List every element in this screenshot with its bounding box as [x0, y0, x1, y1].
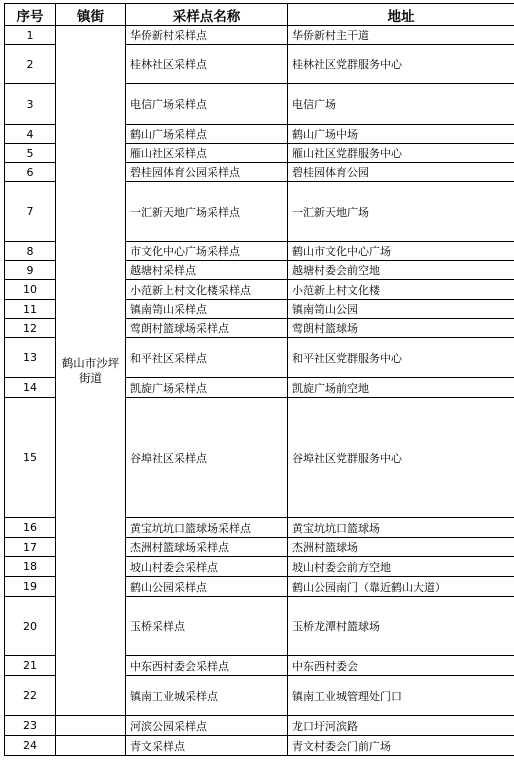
address-cell[interactable]: 越塘村委会前空地	[288, 261, 514, 280]
address-cell[interactable]: 凯旋广场前空地	[288, 378, 514, 398]
row-number-cell[interactable]: 8	[5, 242, 56, 261]
row-number-cell[interactable]: 6	[5, 163, 56, 182]
address-cell[interactable]: 中东西村委会	[288, 656, 514, 676]
address-cell[interactable]: 青文村委会门前广场	[288, 736, 514, 756]
site-name-cell[interactable]: 市文化中心广场采样点	[126, 242, 288, 261]
site-name-cell[interactable]: 雁山社区采样点	[126, 144, 288, 163]
site-name-cell[interactable]: 华侨新村采样点	[126, 26, 288, 45]
site-name-cell[interactable]: 鹤山公园采样点	[126, 577, 288, 597]
site-name-cell[interactable]: 一汇新天地广场采样点	[126, 182, 288, 242]
site-name-cell[interactable]: 谷埠社区采样点	[126, 398, 288, 518]
row-number-cell[interactable]: 10	[5, 280, 56, 300]
site-name-cell[interactable]: 莺朗村篮球场采样点	[126, 319, 288, 338]
site-name-cell[interactable]: 杰洲村篮球场采样点	[126, 538, 288, 557]
site-name-cell[interactable]: 和平社区采样点	[126, 338, 288, 378]
row-number-cell[interactable]: 22	[5, 676, 56, 716]
row-number-cell[interactable]: 18	[5, 557, 56, 577]
site-name-cell[interactable]: 凯旋广场采样点	[126, 378, 288, 398]
address-cell[interactable]: 黄宝坑坑口篮球场	[288, 518, 514, 538]
row-number-cell[interactable]: 11	[5, 300, 56, 319]
header-row	[5, 4, 514, 26]
site-name-cell[interactable]: 越塘村采样点	[126, 261, 288, 280]
address-cell[interactable]: 和平社区党群服务中心	[288, 338, 514, 378]
row-number-cell[interactable]: 7	[5, 182, 56, 242]
site-name-cell[interactable]: 河滨公园采样点	[126, 716, 288, 736]
table-row	[5, 736, 514, 756]
site-name-cell[interactable]: 镇南笥山采样点	[126, 300, 288, 319]
row-number-cell[interactable]: 24	[5, 736, 56, 756]
address-cell[interactable]: 桂林社区党群服务中心	[288, 45, 514, 84]
address-cell[interactable]: 鹤山广场中场	[288, 125, 514, 144]
spreadsheet	[4, 3, 514, 767]
address-cell[interactable]: 谷埠社区党群服务中心	[288, 398, 514, 518]
site-name-cell[interactable]: 小范新上村文化楼采样点	[126, 280, 288, 300]
site-name-cell[interactable]: 电信广场采样点	[126, 84, 288, 125]
site-name-cell[interactable]: 鹤山广场采样点	[126, 125, 288, 144]
row-number-cell[interactable]: 13	[5, 338, 56, 378]
header-town[interactable]: 镇街	[56, 4, 126, 26]
table-row	[5, 26, 514, 45]
address-cell[interactable]: 龙口圩河滨路	[288, 716, 514, 736]
row-number-cell[interactable]: 12	[5, 319, 56, 338]
row-number-cell[interactable]: 9	[5, 261, 56, 280]
address-cell[interactable]: 雁山社区党群服务中心	[288, 144, 514, 163]
row-number-cell[interactable]: 5	[5, 144, 56, 163]
sampling-site-table	[4, 3, 514, 756]
table-row	[5, 716, 514, 736]
site-name-cell[interactable]: 青文采样点	[126, 736, 288, 756]
row-number-cell[interactable]: 4	[5, 125, 56, 144]
row-number-cell[interactable]: 3	[5, 84, 56, 125]
header-address[interactable]: 地址	[288, 4, 514, 26]
row-number-cell[interactable]: 23	[5, 716, 56, 736]
site-name-cell[interactable]: 碧桂园体育公园采样点	[126, 163, 288, 182]
table-body	[5, 26, 514, 756]
address-cell[interactable]: 坡山村委会前方空地	[288, 557, 514, 577]
address-cell[interactable]: 华侨新村主干道	[288, 26, 514, 45]
address-cell[interactable]: 玉桥龙潭村篮球场	[288, 597, 514, 656]
town-cell-empty[interactable]	[56, 716, 126, 736]
site-name-cell[interactable]: 桂林社区采样点	[126, 45, 288, 84]
site-name-cell[interactable]: 玉桥采样点	[126, 597, 288, 656]
header-site[interactable]: 采样点名称	[126, 4, 288, 26]
town-cell-empty[interactable]	[56, 736, 126, 756]
site-name-cell[interactable]: 坡山村委会采样点	[126, 557, 288, 577]
header-no[interactable]: 序号	[5, 4, 56, 26]
address-cell[interactable]: 镇南笥山公园	[288, 300, 514, 319]
row-number-cell[interactable]: 19	[5, 577, 56, 597]
address-cell[interactable]: 镇南工业城管理处门口	[288, 676, 514, 716]
address-cell[interactable]: 鹤山公园南门（靠近鹤山大道）	[288, 577, 514, 597]
town-cell[interactable]: 鹤山市沙坪街道	[56, 26, 126, 716]
address-cell[interactable]: 小范新上村文化楼	[288, 280, 514, 300]
row-number-cell[interactable]: 20	[5, 597, 56, 656]
address-cell[interactable]: 电信广场	[288, 84, 514, 125]
address-cell[interactable]: 一汇新天地广场	[288, 182, 514, 242]
site-name-cell[interactable]: 黄宝坑坑口篮球场采样点	[126, 518, 288, 538]
row-number-cell[interactable]: 14	[5, 378, 56, 398]
row-number-cell[interactable]: 21	[5, 656, 56, 676]
address-cell[interactable]: 莺朗村篮球场	[288, 319, 514, 338]
row-number-cell[interactable]: 15	[5, 398, 56, 518]
row-number-cell[interactable]: 1	[5, 26, 56, 45]
site-name-cell[interactable]: 中东西村委会采样点	[126, 656, 288, 676]
row-number-cell[interactable]: 2	[5, 45, 56, 84]
address-cell[interactable]: 杰洲村篮球场	[288, 538, 514, 557]
site-name-cell[interactable]: 镇南工业城采样点	[126, 676, 288, 716]
row-number-cell[interactable]: 16	[5, 518, 56, 538]
address-cell[interactable]: 碧桂园体育公园	[288, 163, 514, 182]
address-cell[interactable]: 鹤山市文化中心广场	[288, 242, 514, 261]
row-number-cell[interactable]: 17	[5, 538, 56, 557]
